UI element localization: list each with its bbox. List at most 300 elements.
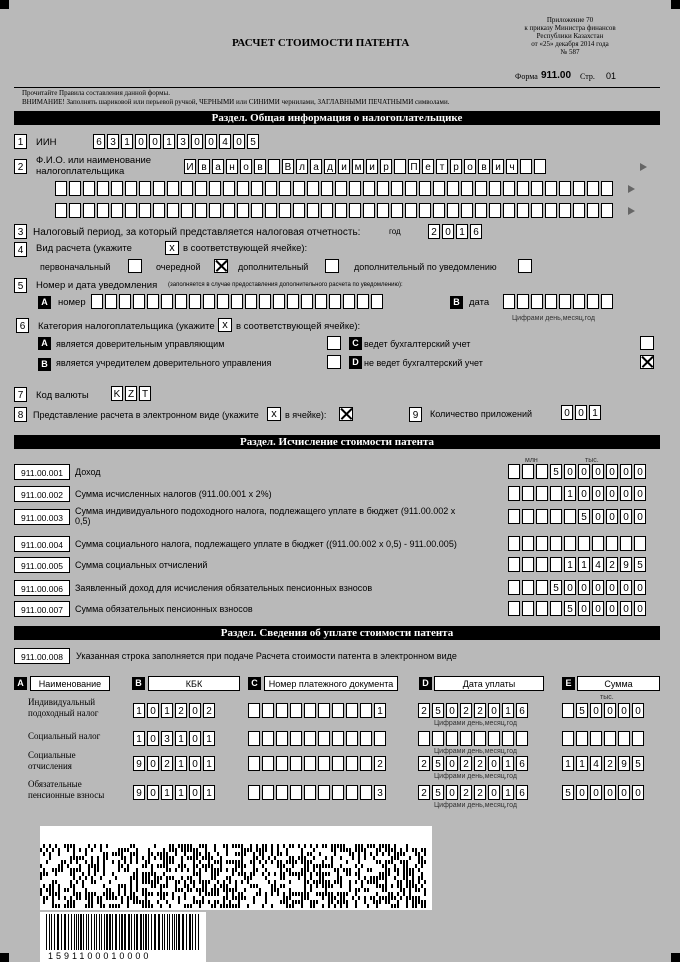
payment-doc-field-cell[interactable]	[346, 731, 358, 746]
year-digit-cell[interactable]: 6	[470, 224, 482, 239]
notice-number-cell[interactable]	[119, 294, 131, 309]
payment-doc-field-cell[interactable]	[318, 703, 330, 718]
amount-digit-cell[interactable]: 0	[620, 464, 632, 479]
fio-field-line-1[interactable]	[184, 159, 548, 174]
payment-sum-field-cell[interactable]: 0	[576, 785, 588, 800]
amount-digit-cell[interactable]: 5	[578, 509, 590, 524]
kbk-field-cell[interactable]: 1	[175, 756, 187, 771]
iin-digit-cell[interactable]: 0	[191, 134, 203, 149]
amount-digit-cell[interactable]	[564, 536, 576, 551]
kbk-field-cell[interactable]: 2	[175, 703, 187, 718]
kbk-field-cell[interactable]: 0	[189, 785, 201, 800]
amount-digit-cell[interactable]: 1	[578, 557, 590, 572]
payment-date-field-cell[interactable]	[418, 731, 430, 746]
payment-date-field-cell[interactable]: 5	[432, 703, 444, 718]
iin-digit-cell[interactable]: 0	[205, 134, 217, 149]
payment-doc-field-cell[interactable]	[332, 785, 344, 800]
fio-char-cell[interactable]: о	[464, 159, 476, 174]
fio-empty-cell[interactable]	[517, 181, 529, 196]
payment-date-field-cell[interactable]: 2	[418, 756, 430, 771]
fio-empty-cell[interactable]	[139, 203, 151, 218]
fio-char-cell[interactable]: В	[282, 159, 294, 174]
payment-doc-field-cell[interactable]	[318, 785, 330, 800]
fio-empty-cell[interactable]	[419, 203, 431, 218]
payment-sum-field-cell[interactable]: 5	[632, 756, 644, 771]
payment-sum-field-cell[interactable]: 0	[618, 703, 630, 718]
amount-digit-cell[interactable]	[536, 509, 548, 524]
fio-field-line-2[interactable]	[55, 181, 615, 196]
amount-digit-cell[interactable]: 0	[592, 580, 604, 595]
notice-number-cell[interactable]	[273, 294, 285, 309]
payment-date-field[interactable]	[418, 756, 530, 771]
fio-empty-cell[interactable]	[209, 203, 221, 218]
year-digit-cell[interactable]: 0	[442, 224, 454, 239]
amount-digit-cell[interactable]	[508, 580, 520, 595]
payment-doc-field-cell[interactable]	[290, 756, 302, 771]
category-b-checkbox[interactable]	[327, 355, 341, 369]
fio-char-cell[interactable]: в	[254, 159, 266, 174]
fio-char-cell[interactable]: т	[436, 159, 448, 174]
fio-empty-cell[interactable]	[223, 203, 235, 218]
amount-digit-cell[interactable]	[620, 536, 632, 551]
fio-empty-cell[interactable]	[447, 203, 459, 218]
fio-empty-cell[interactable]	[517, 203, 529, 218]
kbk-field-cell[interactable]: 1	[161, 703, 173, 718]
kbk-field-cell[interactable]: 2	[161, 756, 173, 771]
fio-empty-cell[interactable]	[433, 181, 445, 196]
fio-char-cell[interactable]: и	[366, 159, 378, 174]
payment-date-field-cell[interactable]	[446, 731, 458, 746]
amount-digit-cell[interactable]	[550, 557, 562, 572]
kbk-field[interactable]	[133, 703, 217, 718]
fio-empty-cell[interactable]	[321, 203, 333, 218]
payment-doc-field-cell[interactable]	[374, 731, 386, 746]
fio-empty-cell[interactable]	[83, 181, 95, 196]
iin-field[interactable]	[93, 134, 261, 149]
amount-digit-cell[interactable]	[522, 557, 534, 572]
notice-number-cell[interactable]	[91, 294, 103, 309]
fio-empty-cell[interactable]	[139, 181, 151, 196]
amount-digit-cell[interactable]: 0	[606, 509, 618, 524]
fio-empty-cell[interactable]	[503, 203, 515, 218]
payment-date-field-cell[interactable]: 1	[502, 703, 514, 718]
amount-digit-cell[interactable]: 5	[550, 580, 562, 595]
kbk-field[interactable]	[133, 731, 217, 746]
iin-digit-cell[interactable]: 3	[177, 134, 189, 149]
payment-sum-field-cell[interactable]	[576, 731, 588, 746]
payment-date-field-cell[interactable]	[502, 731, 514, 746]
payment-doc-field[interactable]	[248, 731, 388, 746]
payment-sum-field-cell[interactable]: 0	[604, 785, 616, 800]
amount-digit-cell[interactable]	[508, 509, 520, 524]
fio-char-cell[interactable]: в	[478, 159, 490, 174]
fio-empty-cell[interactable]	[167, 203, 179, 218]
payment-sum-field-cell[interactable]	[632, 731, 644, 746]
amount-digit-cell[interactable]	[536, 486, 548, 501]
fio-empty-cell[interactable]	[587, 181, 599, 196]
fio-empty-cell[interactable]	[181, 181, 193, 196]
fio-empty-cell[interactable]	[55, 181, 67, 196]
fio-empty-cell[interactable]	[167, 181, 179, 196]
currency-field[interactable]	[111, 386, 153, 401]
payment-date-field-cell[interactable]: 2	[474, 703, 486, 718]
amount-digit-cell[interactable]	[550, 509, 562, 524]
fio-empty-cell[interactable]	[251, 181, 263, 196]
fio-empty-cell[interactable]	[419, 181, 431, 196]
payment-date-field-cell[interactable]	[488, 731, 500, 746]
notice-date-field[interactable]	[503, 294, 615, 309]
payment-date-field[interactable]	[418, 703, 530, 718]
fio-empty-cell[interactable]	[153, 203, 165, 218]
payment-doc-field-cell[interactable]	[346, 703, 358, 718]
amount-digit-cell[interactable]: 0	[634, 580, 646, 595]
payment-date-field-cell[interactable]: 2	[474, 756, 486, 771]
payment-doc-field-cell[interactable]	[262, 703, 274, 718]
notice-number-cell[interactable]	[245, 294, 257, 309]
amount-digit-cell[interactable]: 0	[606, 580, 618, 595]
payment-doc-field-cell[interactable]	[304, 756, 316, 771]
amount-digit-cell[interactable]	[522, 580, 534, 595]
iin-digit-cell[interactable]: 4	[219, 134, 231, 149]
fio-empty-cell[interactable]	[489, 203, 501, 218]
type-additional-checkbox[interactable]	[325, 259, 339, 273]
payment-date-field-cell[interactable]: 0	[488, 785, 500, 800]
payment-date-field-cell[interactable]	[516, 731, 528, 746]
amount-digit-cell[interactable]: 0	[592, 509, 604, 524]
fio-empty-cell[interactable]	[601, 181, 613, 196]
notice-number-cell[interactable]	[133, 294, 145, 309]
payment-date-field-cell[interactable]: 2	[460, 703, 472, 718]
payment-doc-field-cell[interactable]	[290, 703, 302, 718]
payment-sum-field-cell[interactable]	[604, 731, 616, 746]
attachments-field[interactable]	[561, 405, 603, 420]
fio-empty-cell[interactable]	[475, 181, 487, 196]
payment-sum-field-cell[interactable]: 0	[618, 785, 630, 800]
fio-empty-cell[interactable]	[251, 203, 263, 218]
fio-char-cell[interactable]: И	[184, 159, 196, 174]
payment-date-field[interactable]	[418, 731, 530, 746]
amount-field[interactable]	[508, 486, 648, 501]
fio-empty-cell[interactable]	[601, 203, 613, 218]
payment-date-field-cell[interactable]: 5	[432, 756, 444, 771]
amount-digit-cell[interactable]	[564, 509, 576, 524]
payment-doc-field-cell[interactable]	[360, 731, 372, 746]
payment-doc-field-cell[interactable]	[346, 756, 358, 771]
amount-digit-cell[interactable]	[536, 464, 548, 479]
payment-doc-field-cell[interactable]	[276, 785, 288, 800]
fio-empty-cell[interactable]	[69, 203, 81, 218]
payment-sum-field-cell[interactable]	[562, 703, 574, 718]
payment-doc-field-cell[interactable]	[360, 756, 372, 771]
notice-number-field[interactable]	[91, 294, 385, 309]
fio-empty-cell[interactable]	[97, 203, 109, 218]
notice-number-cell[interactable]	[301, 294, 313, 309]
fio-empty-cell[interactable]	[447, 181, 459, 196]
kbk-field-cell[interactable]: 1	[161, 785, 173, 800]
amount-digit-cell[interactable]	[522, 464, 534, 479]
amount-digit-cell[interactable]: 0	[564, 464, 576, 479]
fio-char-cell[interactable]: м	[352, 159, 364, 174]
notice-date-cell[interactable]	[587, 294, 599, 309]
amount-field[interactable]	[508, 557, 648, 572]
amount-digit-cell[interactable]: 0	[606, 464, 618, 479]
payment-doc-field-cell[interactable]	[248, 703, 260, 718]
payment-doc-field[interactable]	[248, 756, 388, 771]
payment-date-field-cell[interactable]: 6	[516, 785, 528, 800]
fio-empty-cell[interactable]	[587, 203, 599, 218]
fio-empty-cell[interactable]	[405, 203, 417, 218]
payment-doc-field[interactable]	[248, 703, 388, 718]
notice-number-cell[interactable]	[161, 294, 173, 309]
amount-digit-cell[interactable]	[522, 536, 534, 551]
payment-doc-field-cell[interactable]	[360, 785, 372, 800]
payment-sum-field-cell[interactable]: 0	[590, 785, 602, 800]
payment-doc-field-cell[interactable]	[248, 756, 260, 771]
fio-char-cell[interactable]: а	[212, 159, 224, 174]
payment-doc-field-cell[interactable]	[304, 785, 316, 800]
notice-number-cell[interactable]	[217, 294, 229, 309]
fio-empty-cell[interactable]	[531, 203, 543, 218]
fio-empty-cell[interactable]	[363, 181, 375, 196]
electronic-checkbox-checked[interactable]	[339, 407, 353, 421]
payment-sum-field-cell[interactable]: 1	[562, 756, 574, 771]
amount-field[interactable]	[508, 601, 648, 616]
iin-digit-cell[interactable]: 5	[247, 134, 259, 149]
payment-sum-field-cell[interactable]	[618, 731, 630, 746]
kbk-field-cell[interactable]: 0	[147, 731, 159, 746]
amount-digit-cell[interactable]	[508, 536, 520, 551]
currency-char-cell[interactable]: Z	[125, 386, 137, 401]
payment-date-field-cell[interactable]: 2	[418, 785, 430, 800]
payment-sum-field-cell[interactable]: 9	[618, 756, 630, 771]
amount-digit-cell[interactable]	[508, 486, 520, 501]
payment-date-field-cell[interactable]: 0	[488, 703, 500, 718]
year-digit-cell[interactable]: 2	[428, 224, 440, 239]
payment-sum-field-cell[interactable]: 2	[604, 756, 616, 771]
amount-digit-cell[interactable]: 5	[550, 464, 562, 479]
amount-digit-cell[interactable]	[522, 486, 534, 501]
payment-sum-field-cell[interactable]: 1	[576, 756, 588, 771]
notice-number-cell[interactable]	[105, 294, 117, 309]
payment-date-field-cell[interactable]: 1	[502, 785, 514, 800]
fio-empty-cell[interactable]	[461, 181, 473, 196]
notice-number-cell[interactable]	[189, 294, 201, 309]
amount-digit-cell[interactable]	[536, 580, 548, 595]
payment-date-field[interactable]	[418, 785, 530, 800]
fio-empty-cell[interactable]	[279, 203, 291, 218]
fio-char-cell[interactable]: П	[408, 159, 420, 174]
amount-digit-cell[interactable]: 0	[634, 486, 646, 501]
fio-empty-cell[interactable]	[265, 181, 277, 196]
payment-date-field-cell[interactable]	[432, 731, 444, 746]
iin-digit-cell[interactable]: 3	[107, 134, 119, 149]
fio-empty-cell[interactable]	[265, 203, 277, 218]
fio-empty-cell[interactable]	[195, 181, 207, 196]
iin-digit-cell[interactable]: 6	[93, 134, 105, 149]
amount-digit-cell[interactable]: 0	[578, 464, 590, 479]
fio-char-cell[interactable]: о	[240, 159, 252, 174]
payment-doc-field-cell[interactable]	[262, 756, 274, 771]
currency-char-cell[interactable]: K	[111, 386, 123, 401]
amount-digit-cell[interactable]: 0	[606, 486, 618, 501]
payment-doc-field-cell[interactable]: 2	[374, 756, 386, 771]
payment-date-field-cell[interactable]: 1	[502, 756, 514, 771]
notice-number-cell[interactable]	[147, 294, 159, 309]
notice-number-cell[interactable]	[357, 294, 369, 309]
fio-empty-cell[interactable]	[503, 181, 515, 196]
payment-doc-field-cell[interactable]	[290, 731, 302, 746]
payment-sum-field[interactable]	[562, 703, 646, 718]
kbk-field-cell[interactable]: 0	[147, 785, 159, 800]
fio-empty-cell[interactable]	[69, 181, 81, 196]
payment-doc-field-cell[interactable]	[248, 785, 260, 800]
amount-digit-cell[interactable]	[536, 557, 548, 572]
kbk-field-cell[interactable]: 1	[203, 785, 215, 800]
fio-empty-cell[interactable]	[405, 181, 417, 196]
payment-date-field-cell[interactable]: 0	[446, 785, 458, 800]
fio-empty-cell[interactable]	[545, 181, 557, 196]
payment-date-field-cell[interactable]	[460, 731, 472, 746]
fio-char-cell[interactable]	[394, 159, 406, 174]
category-a-checkbox[interactable]	[327, 336, 341, 350]
payment-date-field-cell[interactable]: 5	[432, 785, 444, 800]
amount-digit-cell[interactable]	[578, 536, 590, 551]
payment-sum-field-cell[interactable]: 5	[562, 785, 574, 800]
type-notice-checkbox[interactable]	[518, 259, 532, 273]
payment-doc-field-cell[interactable]	[290, 785, 302, 800]
payment-date-field-cell[interactable]: 0	[488, 756, 500, 771]
payment-date-field-cell[interactable]: 6	[516, 756, 528, 771]
notice-number-cell[interactable]	[231, 294, 243, 309]
kbk-field-cell[interactable]: 0	[189, 756, 201, 771]
fio-empty-cell[interactable]	[349, 203, 361, 218]
fio-empty-cell[interactable]	[55, 203, 67, 218]
iin-digit-cell[interactable]: 0	[149, 134, 161, 149]
payment-date-field-cell[interactable]: 2	[474, 785, 486, 800]
amount-digit-cell[interactable]: 0	[592, 486, 604, 501]
payment-sum-field[interactable]	[562, 785, 646, 800]
fio-empty-cell[interactable]	[363, 203, 375, 218]
notice-date-cell[interactable]	[503, 294, 515, 309]
notice-number-cell[interactable]	[175, 294, 187, 309]
fio-empty-cell[interactable]	[489, 181, 501, 196]
amount-digit-cell[interactable]: 0	[592, 464, 604, 479]
payment-doc-field-cell[interactable]	[276, 703, 288, 718]
attachments-digit-cell[interactable]: 1	[589, 405, 601, 420]
payment-date-field-cell[interactable]	[474, 731, 486, 746]
fio-empty-cell[interactable]	[97, 181, 109, 196]
notice-number-cell[interactable]	[371, 294, 383, 309]
kbk-field-cell[interactable]: 0	[189, 703, 201, 718]
payment-sum-field[interactable]	[562, 731, 646, 746]
iin-digit-cell[interactable]: 0	[135, 134, 147, 149]
payment-date-field-cell[interactable]: 2	[460, 785, 472, 800]
amount-digit-cell[interactable]: 1	[564, 557, 576, 572]
iin-digit-cell[interactable]: 1	[121, 134, 133, 149]
amount-digit-cell[interactable]	[536, 601, 548, 616]
kbk-field-cell[interactable]: 1	[175, 785, 187, 800]
fio-empty-cell[interactable]	[83, 203, 95, 218]
payment-doc-field-cell[interactable]	[248, 731, 260, 746]
kbk-field-cell[interactable]: 2	[203, 703, 215, 718]
payment-doc-field-cell[interactable]	[304, 703, 316, 718]
fio-empty-cell[interactable]	[335, 181, 347, 196]
fio-empty-cell[interactable]	[293, 181, 305, 196]
fio-empty-cell[interactable]	[125, 203, 137, 218]
fio-empty-cell[interactable]	[153, 181, 165, 196]
amount-digit-cell[interactable]: 0	[620, 486, 632, 501]
amount-digit-cell[interactable]: 0	[606, 601, 618, 616]
fio-empty-cell[interactable]	[237, 203, 249, 218]
notice-date-cell[interactable]	[601, 294, 613, 309]
payment-doc-field-cell[interactable]	[276, 731, 288, 746]
amount-digit-cell[interactable]	[522, 601, 534, 616]
payment-date-field-cell[interactable]: 0	[446, 756, 458, 771]
payment-date-field-cell[interactable]: 6	[516, 703, 528, 718]
fio-empty-cell[interactable]	[377, 203, 389, 218]
amount-digit-cell[interactable]: 0	[578, 580, 590, 595]
fio-char-cell[interactable]: ч	[506, 159, 518, 174]
amount-digit-cell[interactable]	[550, 486, 562, 501]
amount-digit-cell[interactable]: 0	[592, 601, 604, 616]
category-d-checkbox-checked[interactable]	[640, 355, 654, 369]
amount-digit-cell[interactable]: 0	[620, 509, 632, 524]
amount-digit-cell[interactable]: 0	[620, 580, 632, 595]
fio-char-cell[interactable]	[534, 159, 546, 174]
kbk-field-cell[interactable]: 1	[175, 731, 187, 746]
notice-number-cell[interactable]	[329, 294, 341, 309]
payment-doc-field-cell[interactable]	[346, 785, 358, 800]
fio-empty-cell[interactable]	[531, 181, 543, 196]
notice-date-cell[interactable]	[517, 294, 529, 309]
amount-digit-cell[interactable]	[550, 536, 562, 551]
payment-sum-field-cell[interactable]	[590, 731, 602, 746]
amount-digit-cell[interactable]: 0	[634, 601, 646, 616]
payment-date-field-cell[interactable]: 0	[446, 703, 458, 718]
fio-empty-cell[interactable]	[223, 181, 235, 196]
fio-empty-cell[interactable]	[377, 181, 389, 196]
payment-sum-field-cell[interactable]: 4	[590, 756, 602, 771]
payment-doc-field[interactable]	[248, 785, 388, 800]
attachments-digit-cell[interactable]: 0	[561, 405, 573, 420]
fio-empty-cell[interactable]	[461, 203, 473, 218]
amount-digit-cell[interactable]	[522, 509, 534, 524]
payment-sum-field-cell[interactable]: 0	[604, 703, 616, 718]
amount-digit-cell[interactable]	[606, 536, 618, 551]
kbk-field-cell[interactable]: 9	[133, 756, 145, 771]
amount-digit-cell[interactable]	[536, 536, 548, 551]
notice-date-cell[interactable]	[531, 294, 543, 309]
fio-char-cell[interactable]: н	[226, 159, 238, 174]
notice-number-cell[interactable]	[203, 294, 215, 309]
kbk-field-cell[interactable]: 1	[133, 703, 145, 718]
fio-empty-cell[interactable]	[433, 203, 445, 218]
payment-doc-field-cell[interactable]	[262, 731, 274, 746]
amount-digit-cell[interactable]: 9	[620, 557, 632, 572]
fio-char-cell[interactable]: д	[324, 159, 336, 174]
fio-char-cell[interactable]: и	[338, 159, 350, 174]
fio-empty-cell[interactable]	[321, 181, 333, 196]
payment-doc-field-cell[interactable]	[332, 731, 344, 746]
fio-empty-cell[interactable]	[391, 203, 403, 218]
amount-digit-cell[interactable]: 0	[578, 486, 590, 501]
notice-date-cell[interactable]	[545, 294, 557, 309]
notice-number-cell[interactable]	[343, 294, 355, 309]
amount-digit-cell[interactable]: 0	[634, 464, 646, 479]
payment-sum-field-cell[interactable]: 0	[632, 703, 644, 718]
notice-date-cell[interactable]	[559, 294, 571, 309]
kbk-field-cell[interactable]: 0	[147, 703, 159, 718]
